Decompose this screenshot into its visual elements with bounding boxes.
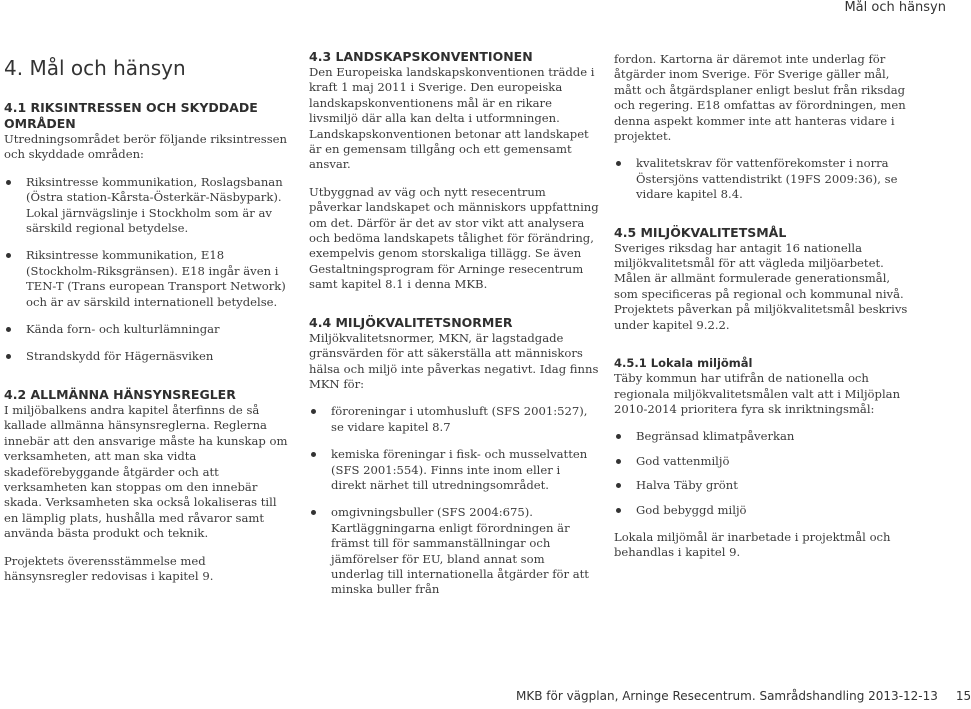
list-item-text: Riksintresse kommunikation, E18 (Stockholm-Riksgränsen). E18 ingår även i TEN-T (Trans european Transport Network) och är av särskild internationell betydelse. [26, 248, 286, 309]
inriktningsmal-list [614, 429, 908, 518]
list-item [309, 447, 599, 493]
bullet-icon [6, 253, 11, 258]
bullet-icon [616, 508, 621, 513]
list-item [614, 454, 908, 469]
utbyggnad-paragraph: Utbyggnad av väg och nytt resecentrum påverkar landskapet och människors uppfattning om det. Därför är det av stor vikt att analysera och bedöma landskapets tålighet för förändring, exempelvis genom storskaliga tillägg. Se även Gestaltningsprogram för Arninge resecentrum samt kapitel 8.1 i denna MKB. [309, 184, 599, 292]
page-footer [516, 689, 971, 703]
list-item [614, 429, 908, 444]
list-item-text: God bebyggd miljö [636, 502, 747, 517]
bullet-icon [616, 161, 621, 166]
bullet-icon [6, 180, 11, 185]
list-item-text: God vattenmiljö [636, 453, 730, 468]
column-3 [614, 52, 908, 561]
section-heading-4-3: 4.3 LANDSKAPSKONVENTIONEN [309, 49, 533, 64]
section-heading-4-2: 4.2 ALLMÄNNA HÄNSYNSREGLER [4, 386, 236, 402]
riksintressen-list [4, 175, 292, 365]
bullet-icon [311, 452, 316, 457]
lokala-miljomal-reference: Lokala miljömål är inarbetade i projektmål och behandlas i kapitel 9. [614, 529, 891, 560]
bullet-icon [616, 459, 621, 464]
section-heading-4-4: 4.4 MILJÖKVALITETSNORMER [309, 314, 513, 330]
list-item [614, 503, 908, 518]
section-heading-4-5-1: 4.5.1 Lokala miljömål [614, 356, 753, 371]
list-item [4, 349, 292, 364]
bullet-icon [6, 354, 11, 359]
mkn-list [309, 404, 599, 597]
running-head: Mål och hänsyn [844, 0, 946, 15]
list-item-text: Strandskydd för Hägernäsviken [26, 349, 214, 364]
list-item [4, 248, 292, 310]
bullet-icon [616, 434, 621, 439]
list-item [309, 505, 599, 597]
vatten-list [614, 156, 908, 202]
list-item [309, 404, 599, 435]
list-item-text: Halva Täby grönt [636, 478, 738, 493]
hansynsregler-paragraph: I miljöbalkens andra kapitel återfinns de så kallade allmänna hänsynsreglerna. Reglerna innebär att den ansvarige måste ha kunskap om verksamheten, att man ska vidta skadeförebyggande åtgärder och att verksamheten kan stoppas om den innebär skada. Verksamheten ska också lokaliseras till en lämplig plats, hushålla med råvaror samt använda bästa produkt och teknik. [4, 402, 288, 541]
list-item-text: Begränsad klimatpåverkan [636, 429, 795, 444]
intro-paragraph: Utredningsområdet berör följande riksintressen och skyddade områden: [4, 132, 287, 162]
column-2 [309, 49, 599, 598]
list-item-text: föroreningar i utomhusluft (SFS 2001:527), se vidare kapitel 8.7 [331, 404, 588, 434]
list-item [4, 322, 292, 337]
bullet-icon [311, 510, 316, 515]
section-heading-4-5: 4.5 MILJÖKVALITETSMÅL [614, 224, 787, 240]
footer-text: MKB för vägplan, Arninge Resecentrum. Samrådshandling 2013-12-13 [516, 689, 938, 703]
continued-paragraph: fordon. Kartorna är däremot inte underlag för åtgärder inom Sverige. För Sverige gäller mål, mått och åtgärdsplaner enligt beslut från riksdag och regering. E18 omfattas av förordningen, men denna aspekt kommer inte att hanteras vidare i projektet. [614, 52, 906, 144]
list-item [4, 175, 292, 237]
bullet-icon [616, 483, 621, 488]
list-item-text: Riksintresse kommunikation, Roslagsbanan (Östra station-Kårsta-Österkär-Näsbypark). Lokal järnvägslinje i Stockholm som är av särskild regional betydelse. [26, 174, 283, 236]
page-number: 15 [955, 689, 971, 703]
miljokvalitetsmal-paragraph: Sveriges riksdag har antagit 16 nationella miljökvalitetsmål för att vägleda miljöarbetet. Målen är allmänt formulerade generationsmål, som specificeras på regional och kommunal nivå. Projektets påverkan på miljökvalitetsmål beskrivs under kapitel 9.2.2. [614, 240, 908, 332]
column-1 [4, 100, 292, 584]
landskapskonvention-paragraph: Den Europeiska landskapskonventionen trädde i kraft 1 maj 2011 i Sverige. Den europeiska landskapskonventionens mål är en rikare livsmiljö där alla kan delta i utformningen. Landskapskonventionen betonar att landskapet är en gemensam tillgång och ett gemensamt ansvar. [309, 65, 595, 172]
list-item-text: Kända forn- och kulturlämningar [26, 322, 220, 337]
list-item [614, 156, 908, 202]
list-item-text: omgivningsbuller (SFS 2004:675). Kartläggningarna enligt förordningen är främst till för sammanställningar och jämförelser för EU, bland annat som underlag till internationella åtgärder för att minska buller från [331, 505, 589, 597]
bullet-icon [6, 327, 11, 332]
bullet-icon [311, 409, 316, 414]
lokala-miljomal-paragraph: Täby kommun har utifrån de nationella och regionala miljökvalitetsmålen valt att i Miljöplan 2010-2014 prioritera fyra sk inriktningsmål: [614, 371, 901, 416]
list-item-text: kemiska föreningar i fisk- och musselvatten (SFS 2001:554). Finns inte inom eller i direkt närhet till utredningsområdet. [331, 447, 588, 492]
hansynsregler-reference: Projektets överensstämmelse med hänsynsregler redovisas i kapitel 9. [4, 553, 214, 583]
list-item-text: kvalitetskrav för vattenförekomster i norra Östersjöns vattendistrikt (19FS 2009:36), se vidare kapitel 8.4. [636, 156, 898, 202]
section-heading-4-1: 4.1 RIKSINTRESSEN OCH SKYDDADE OMRÅDEN [4, 100, 258, 131]
chapter-title: 4. Mål och hänsyn [4, 56, 186, 80]
mkn-paragraph: Miljökvalitetsnormer, MKN, är lagstadgade gränsvärden för att säkerställa att människors hälsa och miljö inte påverkas negativt. Idag finns MKN för: [309, 330, 599, 391]
list-item [614, 478, 908, 493]
